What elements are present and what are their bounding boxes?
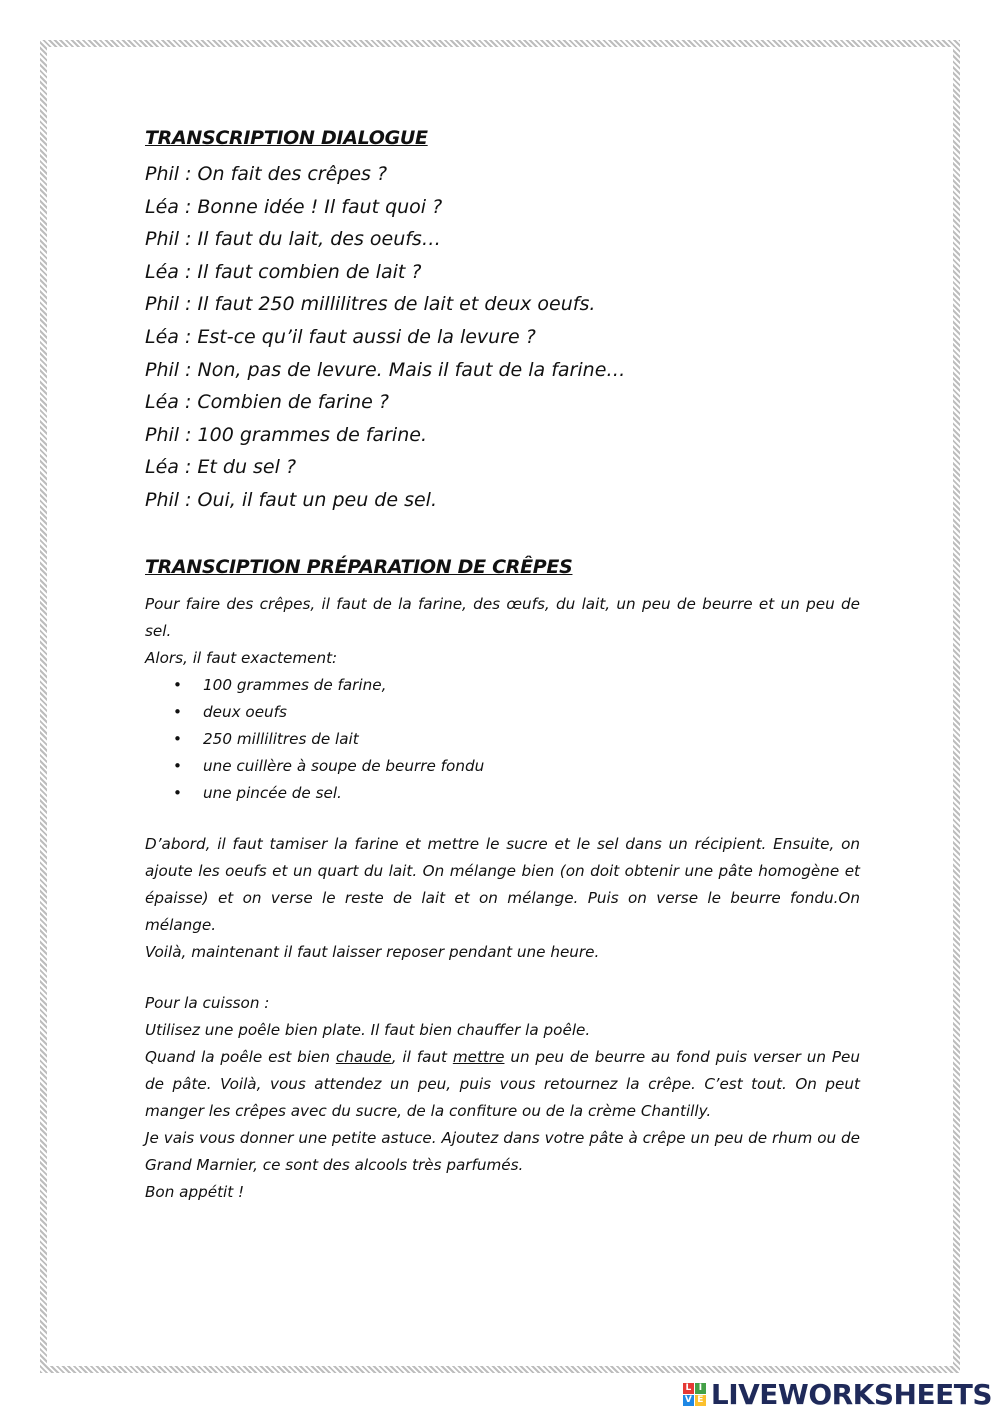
tip-paragraph: Je vais vous donner une petite astuce. Ajoutez dans votre pâte à crêpe un peu de rhum ou de Grand Marnier, ce sont des alcools très parfumés.: [145, 1128, 860, 1174]
ingredient-item: • 250 millilitres de lait: [203, 726, 860, 753]
steps-block: [145, 831, 860, 966]
dialogue-line: Phil : Il faut du lait, des oeufs…: [145, 228, 441, 251]
underlined-word-chaude: chaude: [335, 1047, 392, 1066]
dialogue-line: Léa : Et du sel ?: [145, 456, 297, 479]
dialogue-line: Léa : Est-ce qu’il faut aussi de la levure ?: [145, 325, 536, 348]
logo-letter: V: [683, 1395, 694, 1406]
cooking-line: Utilisez une poêle bien plate. Il faut bien chauffer la poêle.: [145, 1020, 591, 1039]
underlined-word-mettre: mettre: [452, 1047, 505, 1066]
list-intro: Alors, il faut exactement:: [145, 648, 338, 667]
logo-letter: E: [695, 1395, 706, 1406]
preparation-intro: Pour faire des crêpes, il faut de la farine, des œufs, du lait, un peu de beurre et un peu de sel.: [145, 594, 860, 640]
dialogue-line: Phil : Il faut 250 millilitres de lait et deux oeufs.: [145, 293, 596, 316]
logo-letter: L: [683, 1383, 694, 1394]
steps-paragraph: D’abord, il faut tamiser la farine et mettre le sucre et le sel dans un récipient. Ensuite, on ajoute les oeufs et un quart du lait. On mélange bien (on doit obtenir une pâte homogène et épaisse) et on verse le reste de lait et on mélange. Puis on verse le beurre fondu.On mélange.: [145, 834, 860, 934]
logo-letter: I: [695, 1383, 706, 1394]
cooking-paragraph: [145, 1044, 860, 1125]
dialogue-line: Phil : Non, pas de levure. Mais il faut de la farine…: [145, 358, 626, 381]
cooking-title: Pour la cuisson :: [145, 993, 270, 1012]
ingredient-item: • deux oeufs: [203, 699, 860, 726]
ingredient-item: • une pincée de sel.: [203, 780, 860, 807]
dialogue-line: Léa : Il faut combien de lait ?: [145, 260, 422, 283]
liveworksheets-watermark: [683, 1377, 992, 1411]
ingredients-list: [145, 672, 860, 807]
liveworksheets-logo-icon: [683, 1383, 706, 1406]
closing-line: Bon appétit !: [145, 1182, 245, 1201]
dialogue-line: Phil : Oui, il faut un peu de sel.: [145, 488, 438, 511]
watermark-text: LIVEWORKSHEETS: [710, 1377, 992, 1411]
dialogue-lines: [145, 158, 860, 517]
dialogue-line: Phil : 100 grammes de farine.: [145, 423, 427, 446]
cooking-text: un peu de beurre au fond puis verser un Peu de pâte. Voilà, vous attendez un peu, puis vous retournez la crêpe. C’est tout. On peut manger les crêpes avec du sucre, de la confiture ou de la crème Chantilly.: [145, 1047, 861, 1120]
dialogue-line: Léa : Bonne idée ! Il faut quoi ?: [145, 195, 443, 218]
ingredient-item: • une cuillère à soupe de beurre fondu: [203, 753, 860, 780]
cooking-text: , il faut: [391, 1047, 453, 1066]
dialogue-line: Léa : Combien de farine ?: [145, 391, 389, 414]
rest-instruction: Voilà, maintenant il faut laisser reposer pendant une heure.: [145, 942, 600, 961]
worksheet-content: [145, 122, 860, 1206]
preparation-heading: TRANSCIPTION PRÉPARATION DE CRÊPES: [145, 555, 573, 578]
cooking-text: Quand la poêle est bien: [145, 1047, 336, 1066]
dialogue-heading: TRANSCRIPTION DIALOGUE: [145, 127, 428, 149]
cooking-block: [145, 990, 860, 1206]
dialogue-line: Phil : On fait des crêpes ?: [145, 163, 388, 185]
ingredient-item: • 100 grammes de farine,: [203, 672, 860, 699]
